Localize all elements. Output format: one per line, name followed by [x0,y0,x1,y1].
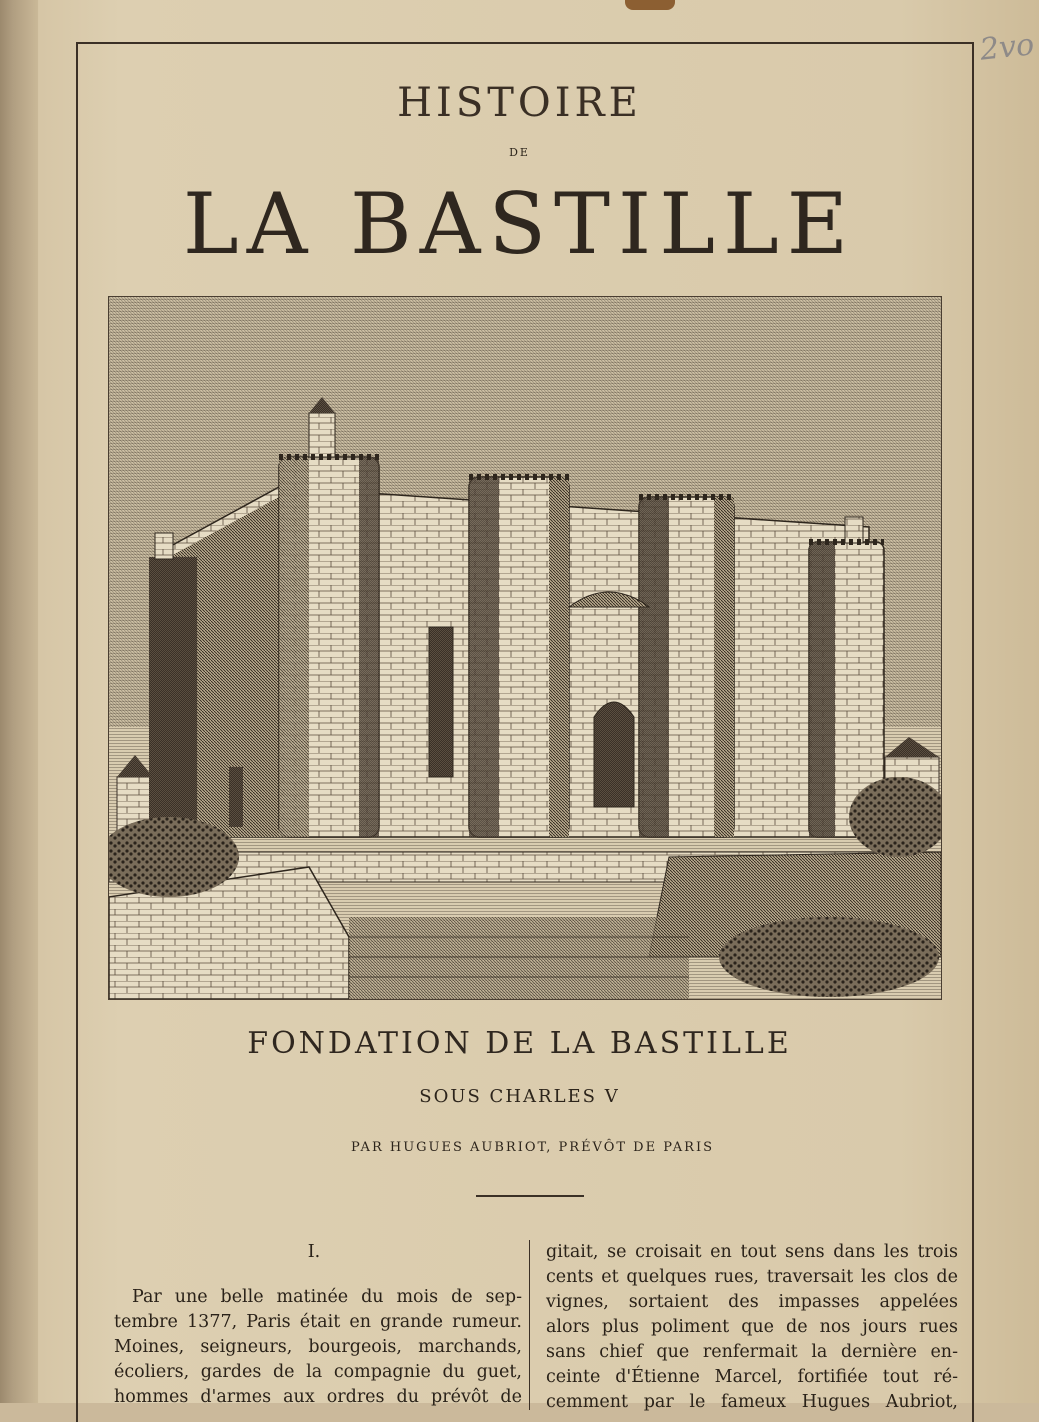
section-number: I. [307,1242,321,1262]
pencil-annotation: 2vo [978,27,1036,68]
header-de: DE [509,146,530,159]
text-line: cemment par le fameux Hugues Aubriot, [546,1392,958,1412]
text-line: cents et quelques rues, traversait les clos de [546,1267,958,1287]
page-title: LA BASTILLE [182,175,857,273]
text-line: gitait, se croisait en tout sens dans les trois [546,1242,958,1262]
binding-tab [625,0,675,10]
right-text-column [546,1240,958,1415]
text-line: sans chief que renfermait la dernière en- [546,1342,958,1362]
left-text-column [114,1240,522,1410]
chapter-subtitle: SOUS CHARLES V [419,1086,620,1107]
text-line: écoliers, gardes de la compagnie du guet, [114,1362,522,1382]
text-line: tembre 1377, Paris était en grande rumeur. [114,1312,522,1332]
text-line: ceinte d'Étienne Marcel, fortifiée tout ré- [546,1367,958,1387]
text-line: Par une belle matinée du mois de sep- [132,1287,522,1307]
header-histoire: HISTOIRE [397,80,642,126]
text-line: vignes, sortaient des impasses appelées [546,1292,958,1312]
text-line: alors plus poliment que de nos jours rues [546,1317,958,1337]
bastille-engraving [108,296,942,1000]
column-divider [529,1240,530,1410]
ornamental-rule [476,1195,584,1197]
chapter-byline: PAR HUGUES AUBRIOT, PRÉVÔT DE PARIS [351,1140,714,1155]
text-line: hommes d'armes aux ordres du prévôt de [114,1387,522,1407]
text-line: Moines, seigneurs, bourgeois, marchands, [114,1337,522,1357]
chapter-title: FONDATION DE LA BASTILLE [247,1026,792,1061]
